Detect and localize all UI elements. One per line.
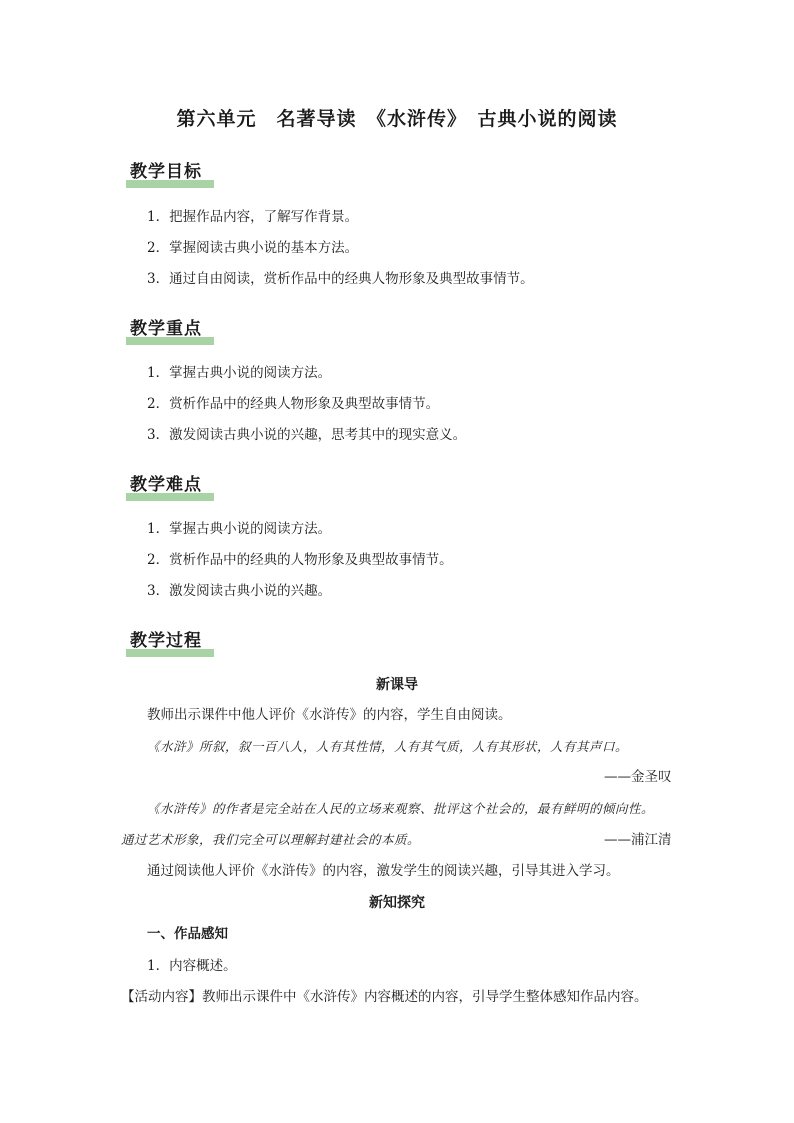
heading-text: 教学目标 [130,162,202,182]
activity-content: 【活动内容】教师出示课件中《水浒传》内容概述的内容，引导学生整体感知作品内容。 [121,989,648,1005]
key-point-item: 2．赏析作品中的经典人物形象及典型故事情节。 [147,396,440,412]
content-overview-item: 1．内容概述。 [147,958,237,974]
part-heading: 一、作品感知 [147,926,228,942]
intro-summary: 通过阅读他人评价《水浒传》的内容，激发学生的阅读兴趣，引导其进入学习。 [147,863,620,879]
quote-attribution: ——金圣叹 [604,769,672,785]
key-point-item: 3．激发阅读古典小说的兴趣，思考其中的现实意义。 [147,427,467,443]
explore-subtitle: 新知探究 [369,895,425,911]
section-heading-difficulties [126,473,202,501]
difficulty-item: 1．掌握古典小说的阅读方法。 [147,521,332,537]
quote-attribution: ——浦江清 [604,832,672,848]
goal-item: 1．把握作品内容，了解写作背景。 [147,209,359,225]
difficulty-item: 3．激发阅读古典小说的兴趣。 [147,583,332,599]
difficulty-item: 2．赏析作品中的经典的人物形象及典型故事情节。 [147,552,453,568]
heading-text: 教学过程 [130,631,202,651]
intro-subtitle: 新课导 [376,677,418,693]
heading-text: 教学重点 [130,319,202,339]
section-heading-goals [126,160,202,188]
section-heading-key-points [126,317,202,345]
quote-jin-shengtan: 《水浒》所叙，叙一百八人，人有其性情，人有其气质，人有其形状，人有其声口。 [147,739,629,754]
heading-text: 教学难点 [130,475,202,495]
key-point-item: 1．掌握古典小说的阅读方法。 [147,365,332,381]
page-title: 第六单元 名著导读 《水浒传》 古典小说的阅读 [176,108,618,130]
quote-pu-jiangqing: 《水浒传》的作者是完全站在人民的立场来观察、批评这个社会的，最有鲜明的倾向性。 [147,801,655,816]
intro-paragraph: 教师出示课件中他人评价《水浒传》的内容，学生自由阅读。 [147,707,512,723]
goal-item: 2．掌握阅读古典小说的基本方法。 [147,240,359,256]
goal-item: 3．通过自由阅读，赏析作品中的经典人物形象及典型故事情节。 [147,271,534,287]
quote-pu-jiangqing-cont: 通过艺术形象，我们完全可以理解封建社会的本质。 [121,832,421,847]
section-heading-process [126,629,202,657]
